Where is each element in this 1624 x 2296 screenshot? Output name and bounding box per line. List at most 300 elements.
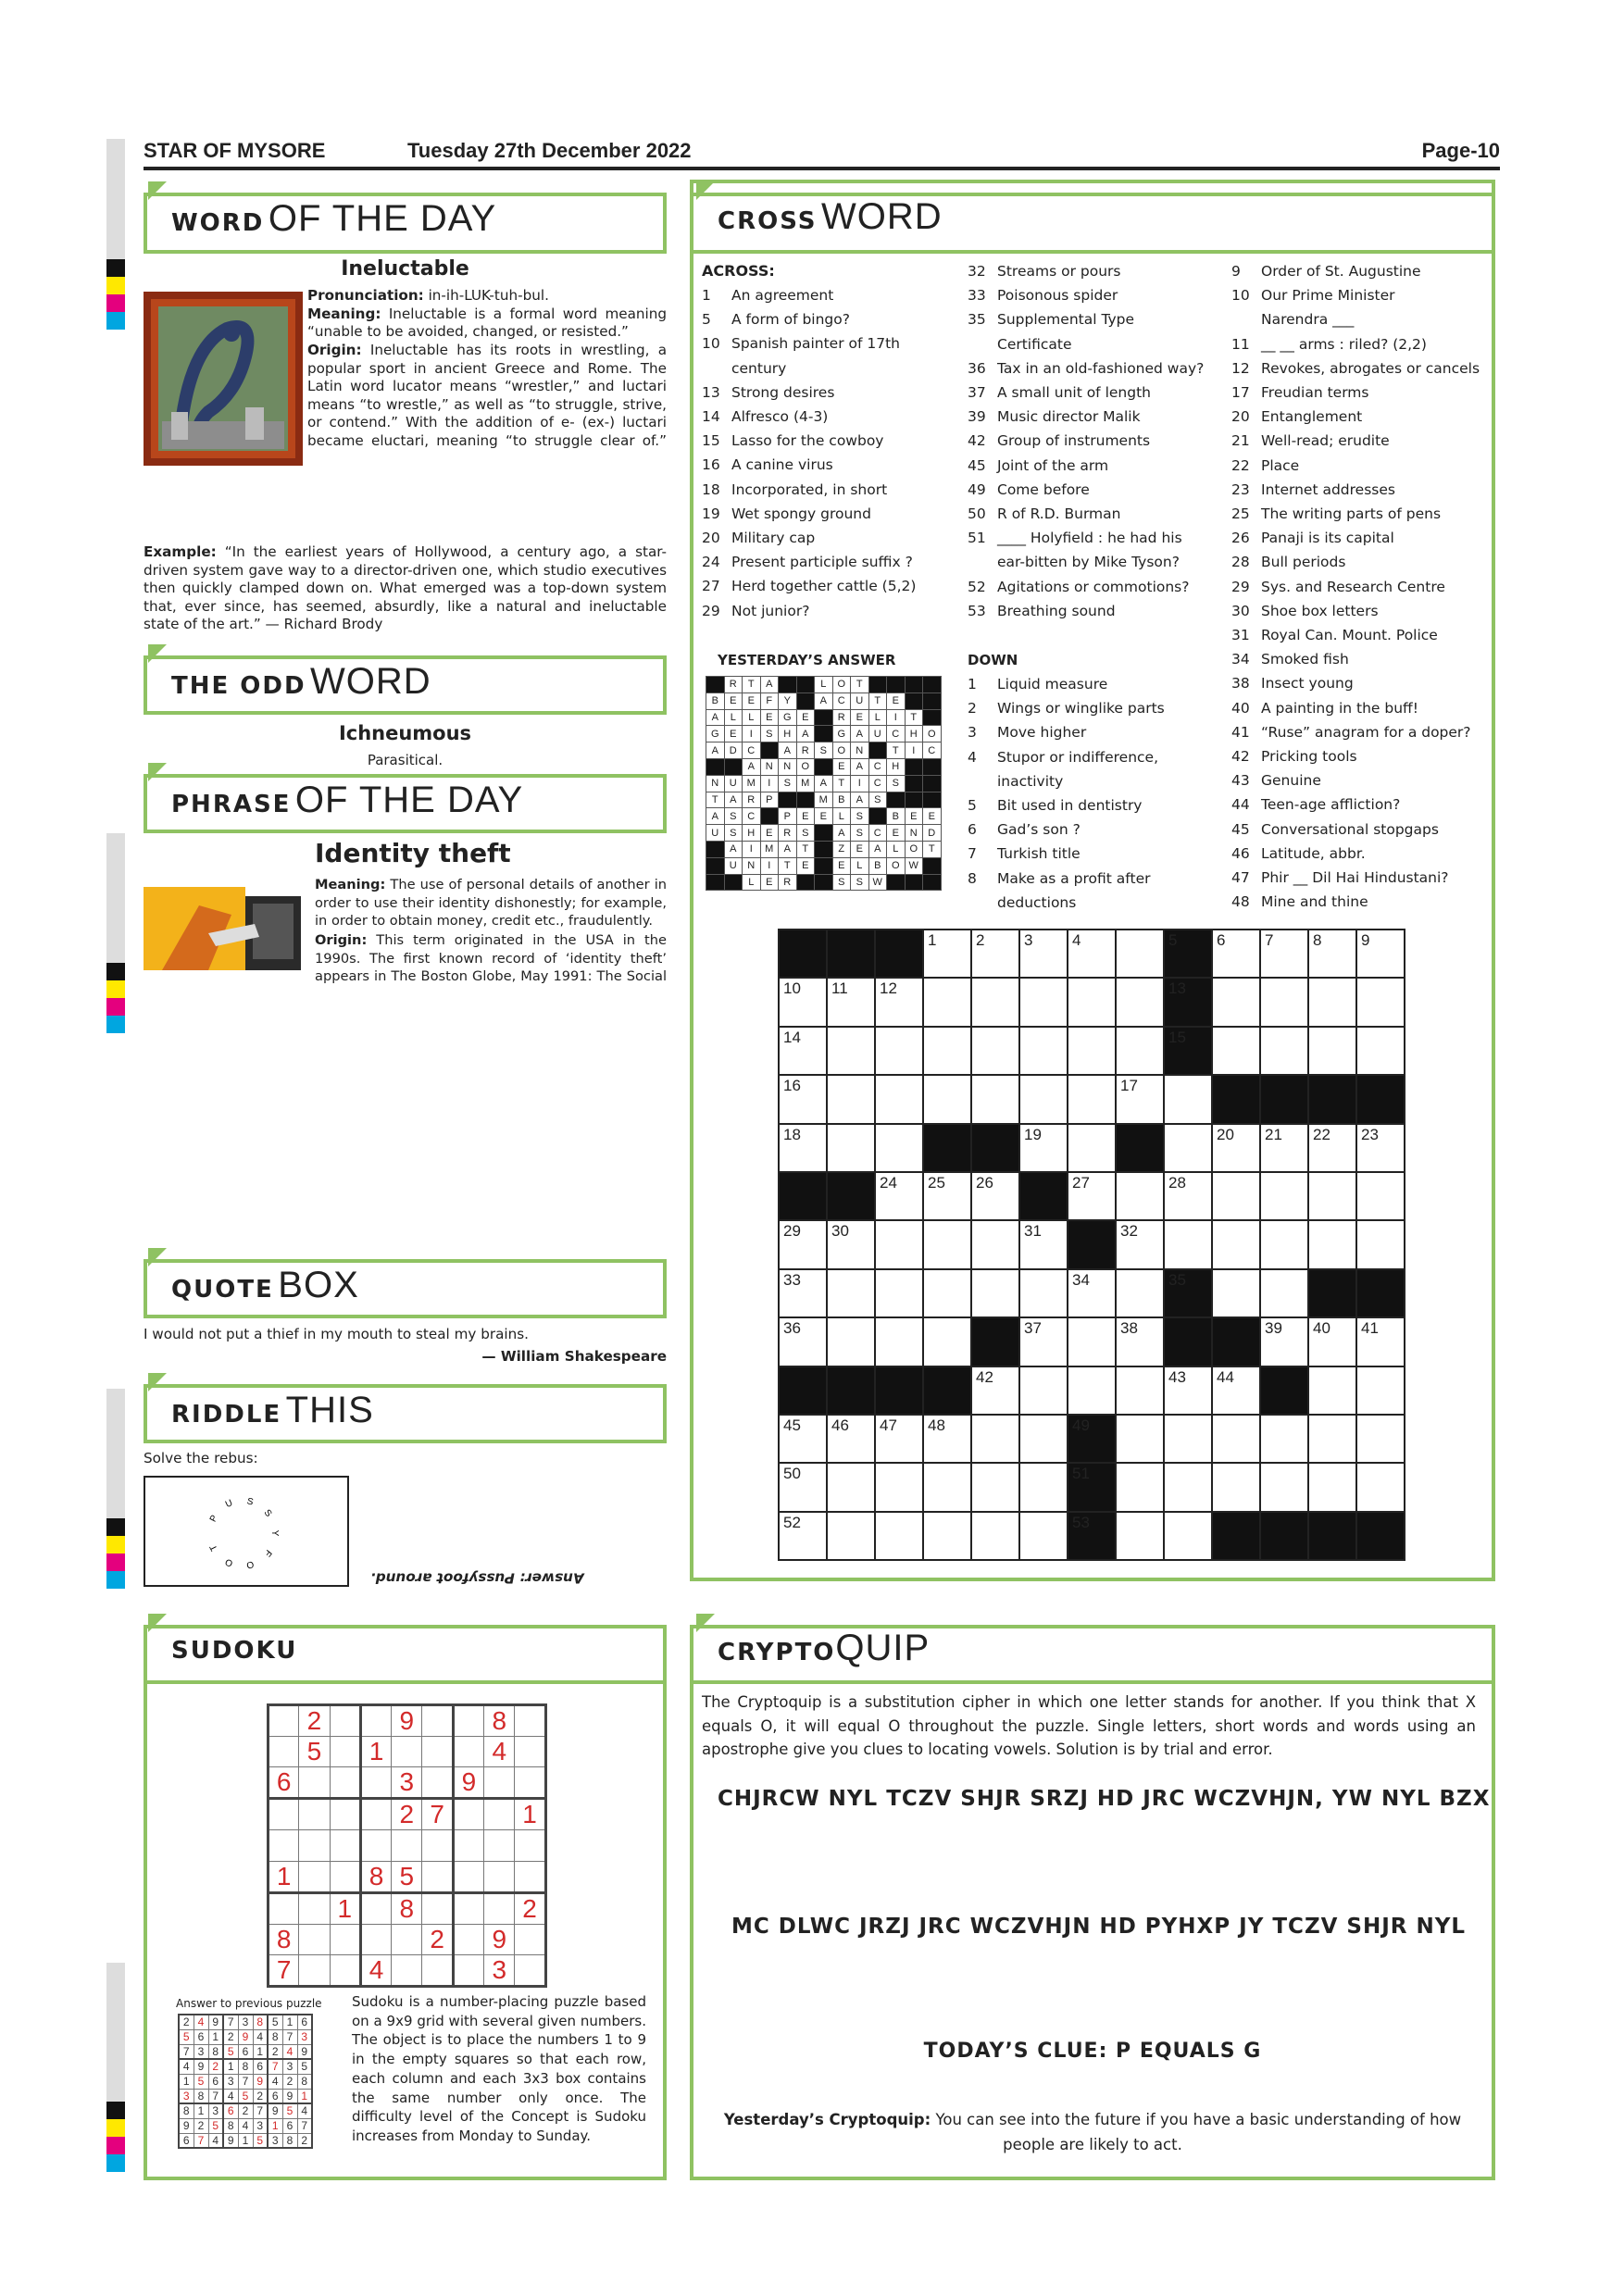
clue-row: 4 Stupor or indifference,	[968, 748, 1159, 766]
crossword-cell[interactable]: 37	[1019, 1317, 1068, 1366]
sudoku-cell[interactable]	[453, 1830, 483, 1861]
crossword-cell[interactable]	[1116, 1366, 1164, 1415]
crossword-cell[interactable]	[875, 1027, 923, 1075]
crossword-black-cell	[1308, 1512, 1356, 1560]
sudoku-cell[interactable]	[392, 1830, 422, 1861]
sudoku-cell[interactable]: 8	[392, 1892, 422, 1924]
crossword-cell[interactable]: 50	[779, 1463, 827, 1511]
crossword-black-cell	[1019, 1172, 1068, 1220]
sudoku-answer-cell: 3	[223, 2074, 238, 2089]
crossword-cell[interactable]	[1019, 978, 1068, 1026]
sudoku-answer-cell: 1	[208, 2029, 223, 2044]
mini-black-cell	[815, 841, 833, 857]
sudoku-cell[interactable]: 1	[330, 1892, 360, 1924]
crossword-cell[interactable]	[1164, 1463, 1212, 1511]
mini-cell: R	[724, 677, 743, 693]
registration-strip	[106, 139, 125, 259]
crossword-cell[interactable]: 4	[1068, 930, 1116, 978]
crossword-cell[interactable]	[1068, 978, 1116, 1026]
crossword-cell[interactable]: 44	[1212, 1366, 1260, 1415]
sudoku-cell[interactable]	[515, 1861, 545, 1892]
sudoku-cell[interactable]	[453, 1924, 483, 1954]
crossword-cell[interactable]: 6	[1212, 930, 1260, 978]
sudoku-cell[interactable]	[392, 1737, 422, 1767]
crossword-cell[interactable]: 9	[1356, 930, 1405, 978]
reg-yellow	[106, 277, 125, 294]
mini-black-cell	[724, 874, 743, 891]
sudoku-cell[interactable]: 2	[392, 1799, 422, 1830]
crossword-cell[interactable]: 3	[1019, 930, 1068, 978]
sudoku-cell[interactable]	[422, 1767, 453, 1799]
crossword-cell[interactable]: 7	[1260, 930, 1308, 978]
sudoku-cell[interactable]	[422, 1892, 453, 1924]
page-number: Page-10	[1421, 139, 1500, 162]
crossword-cell[interactable]	[923, 1512, 971, 1560]
sudoku-cell[interactable]: 2	[422, 1924, 453, 1954]
crossword-cell[interactable]: 48	[923, 1415, 971, 1463]
crossword-cell[interactable]	[1308, 1366, 1356, 1415]
mini-cell: U	[851, 693, 869, 709]
crossword-cell[interactable]	[1068, 1317, 1116, 1366]
sudoku-answer-cell: 5	[268, 2015, 282, 2029]
sudoku-cell[interactable]	[484, 1767, 515, 1799]
sudoku-cell[interactable]	[299, 1954, 330, 1986]
sudoku-cell[interactable]: 8	[484, 1705, 515, 1737]
crossword-cell[interactable]: 38	[1116, 1317, 1164, 1366]
mini-cell: I	[743, 841, 761, 857]
sudoku-cell[interactable]: 8	[269, 1924, 299, 1954]
crossword-cell[interactable]	[971, 1075, 1019, 1123]
riddle-title: RIDDLE THIS	[171, 1390, 374, 1430]
sudoku-cell[interactable]: 7	[269, 1954, 299, 1986]
crossword-cell[interactable]	[1260, 1269, 1308, 1317]
sudoku-answer-cell: 1	[253, 2044, 268, 2059]
sudoku-answer-cell: 2	[253, 2089, 268, 2103]
crossword-cell[interactable]	[1308, 1415, 1356, 1463]
crossword-cell[interactable]	[1212, 1172, 1260, 1220]
crossword-black-cell: 13	[1164, 978, 1212, 1026]
crossword-cell[interactable]	[1308, 978, 1356, 1026]
crossword-cell[interactable]	[1260, 978, 1308, 1026]
mini-cell: E	[796, 709, 815, 726]
clue-row: 15 Lasso for the cowboy	[702, 432, 884, 450]
mini-cell: A	[724, 841, 743, 857]
crossword-cell[interactable]	[1116, 1027, 1164, 1075]
mini-cell: S	[851, 808, 869, 825]
sudoku-cell[interactable]	[392, 1924, 422, 1954]
crossword-cell[interactable]: 21	[1260, 1124, 1308, 1172]
crossword-black-cell: 53	[1068, 1512, 1116, 1560]
crossword-cell[interactable]	[827, 1075, 875, 1123]
sudoku-cell[interactable]: 9	[392, 1705, 422, 1737]
crossword-cell[interactable]: 33	[779, 1269, 827, 1317]
crossword-cell[interactable]	[1164, 1075, 1212, 1123]
sudoku-cell[interactable]	[269, 1737, 299, 1767]
word-def-top: Pronunciation: in-ih-LUK-tuh-bul. Meaning: Ineluctable is a formal word meaning “unable to be avoided, changed, or resisted.”	[307, 287, 668, 341]
crossword-cell[interactable]	[1019, 1463, 1068, 1511]
sudoku-cell[interactable]	[484, 1861, 515, 1892]
crossword-cell[interactable]	[827, 1124, 875, 1172]
crossword-cell[interactable]	[827, 1463, 875, 1511]
sudoku-answer-cell: 3	[208, 2103, 223, 2118]
sudoku-cell[interactable]	[515, 1767, 545, 1799]
mini-black-cell	[706, 841, 725, 857]
sudoku-cell[interactable]: 7	[422, 1799, 453, 1830]
crossword-cell[interactable]	[1356, 1366, 1405, 1415]
mini-cell: T	[905, 709, 923, 726]
sudoku-answer-cell: 9	[282, 2089, 297, 2103]
crossword-cell[interactable]: 31	[1019, 1220, 1068, 1268]
sudoku-answer-grid	[178, 2014, 313, 2149]
crossword-cell[interactable]: 17	[1116, 1075, 1164, 1123]
crossword-black-cell: 49	[1068, 1415, 1116, 1463]
mini-black-cell	[760, 808, 779, 825]
crossword-cell[interactable]	[1356, 1027, 1405, 1075]
crossword-cell[interactable]	[875, 1075, 923, 1123]
crossword-cell[interactable]: 32	[1116, 1220, 1164, 1268]
crossword-cell[interactable]	[1356, 1220, 1405, 1268]
sudoku-cell[interactable]: 8	[360, 1861, 391, 1892]
crossword-cell[interactable]	[971, 1027, 1019, 1075]
mini-cell: C	[832, 693, 851, 709]
sudoku-cell[interactable]	[360, 1767, 391, 1799]
crossword-cell[interactable]	[1068, 1075, 1116, 1123]
crossword-cell[interactable]	[1356, 1463, 1405, 1511]
crossword-cell[interactable]	[1116, 930, 1164, 978]
crossword-cell[interactable]: 52	[779, 1512, 827, 1560]
sudoku-answer-cell: 9	[238, 2029, 253, 2044]
mini-cell: E	[851, 841, 869, 857]
sudoku-cell[interactable]	[330, 1737, 360, 1767]
crossword-cell[interactable]	[1260, 1027, 1308, 1075]
crossword-cell[interactable]	[1164, 1415, 1212, 1463]
crossword-cell[interactable]: 24	[875, 1172, 923, 1220]
sudoku-cell[interactable]: 5	[392, 1861, 422, 1892]
sudoku-cell[interactable]	[484, 1830, 515, 1861]
crossword-cell[interactable]: 8	[1308, 930, 1356, 978]
rebus-letter: F	[261, 1547, 274, 1559]
mini-black-cell	[796, 693, 815, 709]
crossword-cell[interactable]	[1116, 1512, 1164, 1560]
clue-row: 9 Order of St. Augustine	[1231, 263, 1421, 280]
sudoku-cell[interactable]	[269, 1892, 299, 1924]
reg-magenta	[106, 294, 125, 312]
clue-row: 12 Revokes, abrogates or cancels	[1231, 359, 1480, 377]
crossword-cell[interactable]	[971, 1415, 1019, 1463]
crossword-cell[interactable]	[1260, 1220, 1308, 1268]
sudoku-cell[interactable]: 5	[299, 1737, 330, 1767]
sudoku-cell[interactable]	[422, 1830, 453, 1861]
sudoku-cell[interactable]	[330, 1705, 360, 1737]
mini-cell: I	[887, 709, 906, 726]
sudoku-cell[interactable]	[422, 1737, 453, 1767]
crossword-cell[interactable]: 27	[1068, 1172, 1116, 1220]
crossword-cell[interactable]: 16	[779, 1075, 827, 1123]
crossword-cell[interactable]	[1116, 1269, 1164, 1317]
sudoku-cell[interactable]	[422, 1861, 453, 1892]
sudoku-cell[interactable]	[422, 1954, 453, 1986]
crossword-cell[interactable]: 26	[971, 1172, 1019, 1220]
crossword-cell[interactable]: 41	[1356, 1317, 1405, 1366]
crossword-cell[interactable]: 43	[1164, 1366, 1212, 1415]
sudoku-cell[interactable]	[299, 1924, 330, 1954]
riddle-prompt: Solve the rebus:	[144, 1450, 258, 1466]
sudoku-cell[interactable]	[392, 1954, 422, 1986]
sudoku-cell[interactable]	[299, 1861, 330, 1892]
crossword-cell[interactable]	[971, 1269, 1019, 1317]
sudoku-cell[interactable]	[453, 1954, 483, 1986]
crossword-cell[interactable]	[923, 1075, 971, 1123]
sudoku-cell[interactable]	[360, 1892, 391, 1924]
crossword-cell[interactable]	[1164, 1124, 1212, 1172]
sudoku-cell[interactable]	[330, 1830, 360, 1861]
crossword-cell[interactable]	[923, 1220, 971, 1268]
crossword-cell[interactable]: 23	[1356, 1124, 1405, 1172]
crossword-cell[interactable]	[875, 1512, 923, 1560]
mini-cell: E	[743, 693, 761, 709]
crossword-cell[interactable]	[971, 1463, 1019, 1511]
crossword-cell[interactable]: 46	[827, 1415, 875, 1463]
sudoku-cell[interactable]	[360, 1924, 391, 1954]
sudoku-cell[interactable]	[269, 1799, 299, 1830]
crossword-cell[interactable]: 18	[779, 1124, 827, 1172]
crossword-cell[interactable]: 10	[779, 978, 827, 1026]
sudoku-cell[interactable]	[453, 1861, 483, 1892]
crossword-cell[interactable]	[1068, 1366, 1116, 1415]
sudoku-cell[interactable]	[453, 1892, 483, 1924]
rebus-circle	[145, 1478, 347, 1585]
crossword-cell[interactable]: 29	[779, 1220, 827, 1268]
mini-black-cell	[923, 792, 942, 808]
crossword-cell[interactable]	[1260, 1172, 1308, 1220]
crossword-cell[interactable]	[1212, 1027, 1260, 1075]
crossword-cell[interactable]	[1116, 1172, 1164, 1220]
mini-cell: E	[905, 808, 923, 825]
sudoku-cell[interactable]: 4	[360, 1954, 391, 1986]
crossword-cell[interactable]	[1019, 1366, 1068, 1415]
crossword-cell[interactable]	[1019, 1027, 1068, 1075]
crossword-cell[interactable]: 47	[875, 1415, 923, 1463]
sudoku-cell[interactable]	[453, 1799, 483, 1830]
sudoku-cell[interactable]	[299, 1799, 330, 1830]
sudoku-cell[interactable]	[515, 1830, 545, 1861]
sudoku-cell[interactable]	[515, 1924, 545, 1954]
crossword-black-cell	[1260, 1512, 1308, 1560]
mini-cell: E	[815, 808, 833, 825]
crossword-cell[interactable]	[971, 1220, 1019, 1268]
mini-cell: M	[743, 775, 761, 792]
crossword-cell[interactable]	[1019, 1415, 1068, 1463]
sudoku-cell[interactable]	[330, 1861, 360, 1892]
sudoku-cell[interactable]	[330, 1924, 360, 1954]
crossword-black-cell	[1260, 1075, 1308, 1123]
sudoku-cell[interactable]	[360, 1799, 391, 1830]
crossword-cell[interactable]: 1	[923, 930, 971, 978]
mini-cell: N	[760, 758, 779, 775]
sudoku-cell[interactable]	[360, 1705, 391, 1737]
registration-strip	[106, 1389, 125, 1518]
crossword-cell[interactable]: 11	[827, 978, 875, 1026]
crossword-cell[interactable]: 45	[779, 1415, 827, 1463]
clue-row: 39 Music director Malik	[968, 408, 1141, 426]
crossword-cell[interactable]	[1019, 1075, 1068, 1123]
rebus-letter: Y	[269, 1529, 280, 1537]
sudoku-cell[interactable]	[299, 1767, 330, 1799]
crossword-cell[interactable]	[875, 1317, 923, 1366]
sudoku-answer-cell: 7	[297, 2118, 312, 2133]
crossword-cell[interactable]	[875, 1220, 923, 1268]
crossword-cell[interactable]	[923, 1269, 971, 1317]
crossword-cell[interactable]	[1164, 1512, 1212, 1560]
sudoku-cell[interactable]	[269, 1705, 299, 1737]
clue-row: 32 Streams or pours	[968, 263, 1121, 280]
crossword-cell[interactable]	[827, 1317, 875, 1366]
sudoku-cell[interactable]: 9	[453, 1767, 483, 1799]
crossword-cell[interactable]	[1068, 1124, 1116, 1172]
sudoku-cell[interactable]: 1	[515, 1799, 545, 1830]
mini-cell: L	[815, 677, 833, 693]
crossword-cell[interactable]	[923, 978, 971, 1026]
clue-row: 5 Bit used in dentistry	[968, 797, 1143, 815]
sudoku-cell[interactable]: 3	[484, 1954, 515, 1986]
crossword-cell[interactable]	[827, 1512, 875, 1560]
crossword-cell[interactable]	[1212, 1415, 1260, 1463]
sudoku-cell[interactable]: 1	[360, 1737, 391, 1767]
crossword-cell[interactable]: 14	[779, 1027, 827, 1075]
clue-row: 7 Turkish title	[968, 845, 1081, 863]
crossword-cell[interactable]	[1116, 1463, 1164, 1511]
crossword-cell[interactable]	[1164, 1220, 1212, 1268]
sudoku-cell[interactable]: 9	[484, 1924, 515, 1954]
mini-cell: T	[779, 857, 797, 874]
mini-black-cell	[706, 758, 725, 775]
sudoku-cell[interactable]	[453, 1737, 483, 1767]
sudoku-answer-cell: 1	[297, 2089, 312, 2103]
crossword-cell[interactable]	[1212, 1220, 1260, 1268]
crossword-cell[interactable]	[875, 1269, 923, 1317]
crossword-cell[interactable]	[1356, 1415, 1405, 1463]
sudoku-cell[interactable]	[515, 1954, 545, 1986]
crossword-cell[interactable]	[971, 1512, 1019, 1560]
crossword-cell[interactable]	[923, 1027, 971, 1075]
crossword-cell[interactable]: 28	[1164, 1172, 1212, 1220]
crossword-cell[interactable]: 40	[1308, 1317, 1356, 1366]
sudoku-cell[interactable]	[330, 1767, 360, 1799]
sudoku-cell[interactable]	[330, 1799, 360, 1830]
sudoku-cell[interactable]	[515, 1705, 545, 1737]
mini-black-cell	[887, 874, 906, 891]
crossword-cell[interactable]: 2	[971, 930, 1019, 978]
masthead	[144, 137, 1500, 170]
crossword-cell[interactable]: 20	[1212, 1124, 1260, 1172]
sudoku-cell[interactable]: 3	[392, 1767, 422, 1799]
crossword-cell[interactable]	[1019, 1269, 1068, 1317]
sudoku-answer-cell: 3	[297, 2029, 312, 2044]
sudoku-answer-cell: 7	[253, 2103, 268, 2118]
clue-row: 49 Come before	[968, 480, 1090, 498]
crossword-cell[interactable]	[1212, 1269, 1260, 1317]
crossword-cell[interactable]	[1308, 1220, 1356, 1268]
sudoku-cell[interactable]	[299, 1830, 330, 1861]
mini-cell: S	[779, 775, 797, 792]
crossword-cell[interactable]: 34	[1068, 1269, 1116, 1317]
sudoku-answer-cell: 8	[223, 2118, 238, 2133]
crossword-black-cell	[1356, 1075, 1405, 1123]
crossword-cell[interactable]	[1356, 978, 1405, 1026]
mini-black-cell	[905, 693, 923, 709]
clue-row: 52 Agitations or commotions?	[968, 578, 1190, 595]
sudoku-cell[interactable]: 2	[515, 1892, 545, 1924]
crossword-cell[interactable]	[1116, 978, 1164, 1026]
sudoku-cell[interactable]	[422, 1705, 453, 1737]
crossword-cell[interactable]	[1308, 1027, 1356, 1075]
mini-cell: O	[887, 857, 906, 874]
sudoku-cell[interactable]: 6	[269, 1767, 299, 1799]
crossword-cell[interactable]	[1356, 1172, 1405, 1220]
sudoku-cell[interactable]	[484, 1892, 515, 1924]
across-label: ACROSS:	[702, 262, 775, 280]
crossword-cell[interactable]: 36	[779, 1317, 827, 1366]
mini-cell: A	[815, 775, 833, 792]
sudoku-cell[interactable]	[269, 1830, 299, 1861]
crossword-cell[interactable]: 39	[1260, 1317, 1308, 1366]
crossword-cell[interactable]	[1019, 1512, 1068, 1560]
sudoku-cell[interactable]	[453, 1705, 483, 1737]
crossword-cell[interactable]	[1212, 978, 1260, 1026]
crossword-cell[interactable]	[1068, 1027, 1116, 1075]
crossword-cell[interactable]	[923, 1317, 971, 1366]
mini-cell: C	[868, 775, 887, 792]
crossword-cell[interactable]: 42	[971, 1366, 1019, 1415]
crossword-cell[interactable]	[1308, 1172, 1356, 1220]
clue-row: 42 Pricking tools	[1231, 748, 1357, 766]
crossword-cell[interactable]	[875, 1124, 923, 1172]
quote-author: — William Shakespeare	[481, 1348, 667, 1365]
crossword-cell[interactable]	[1308, 1463, 1356, 1511]
sudoku-cell[interactable]	[515, 1737, 545, 1767]
mini-cell: I	[760, 775, 779, 792]
crossword-cell[interactable]	[923, 1463, 971, 1511]
crossword-cell[interactable]: 22	[1308, 1124, 1356, 1172]
crossword-cell[interactable]	[1260, 1463, 1308, 1511]
mini-cell: M	[796, 775, 815, 792]
crossword-cell[interactable]	[1116, 1415, 1164, 1463]
crossword-cell[interactable]: 30	[827, 1220, 875, 1268]
crossword-black-cell: 15	[1164, 1027, 1212, 1075]
sudoku-cell[interactable]	[360, 1830, 391, 1861]
crossword-cell[interactable]	[827, 1027, 875, 1075]
sudoku-cell[interactable]: 1	[269, 1861, 299, 1892]
crossword-cell[interactable]	[971, 978, 1019, 1026]
mini-black-cell	[796, 874, 815, 891]
crossword-cell[interactable]	[827, 1269, 875, 1317]
crossword-cell[interactable]: 19	[1019, 1124, 1068, 1172]
crossword-cell[interactable]	[875, 1463, 923, 1511]
mini-black-cell	[923, 758, 942, 775]
mini-cell: L	[743, 874, 761, 891]
crossword-cell[interactable]: 25	[923, 1172, 971, 1220]
crossword-cell[interactable]: 12	[875, 978, 923, 1026]
sudoku-answer-cell: 2	[208, 2059, 223, 2074]
crossword-cell[interactable]	[1212, 1463, 1260, 1511]
sudoku-cell[interactable]	[330, 1954, 360, 1986]
sudoku-cell[interactable]: 2	[299, 1705, 330, 1737]
sudoku-cell[interactable]: 4	[484, 1737, 515, 1767]
sudoku-cell[interactable]	[484, 1799, 515, 1830]
sudoku-cell[interactable]	[299, 1892, 330, 1924]
crossword-cell[interactable]	[1260, 1415, 1308, 1463]
sudoku-answer-cell: 4	[238, 2118, 253, 2133]
